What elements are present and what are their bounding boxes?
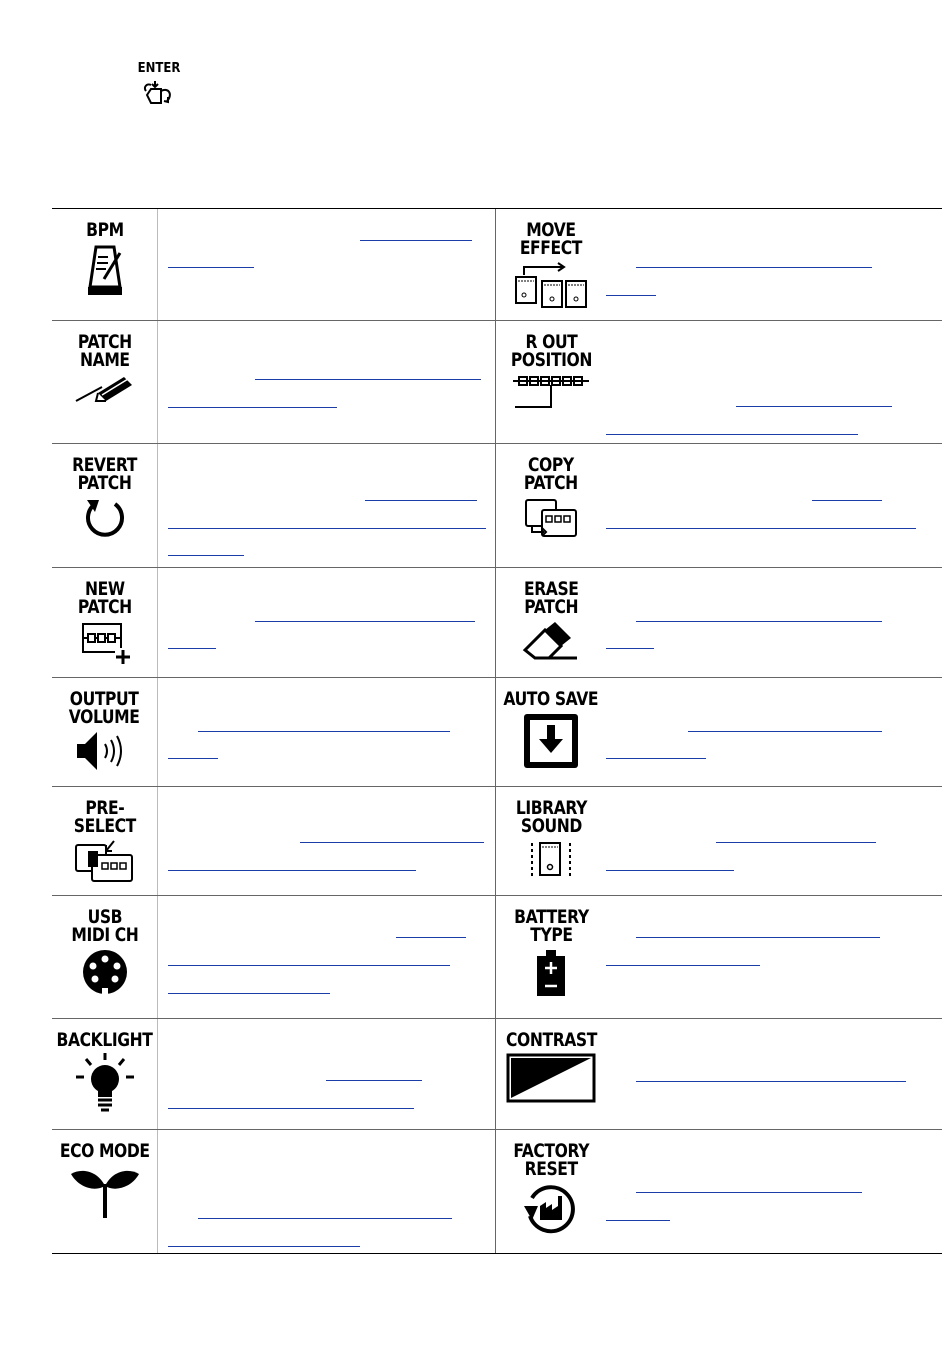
move-effect-icon (512, 261, 590, 309)
table-row (52, 321, 942, 444)
leaf-sprout-icon (69, 1164, 141, 1220)
new-patch-icon (79, 620, 131, 664)
item-label: FACTORY RESET (513, 1140, 589, 1180)
menu-item-move-effect[interactable] (496, 209, 942, 320)
item-label: R OUT POSITION (510, 331, 592, 371)
item-label: BATTERY TYPE (513, 906, 589, 946)
menu-item-library-sound[interactable] (496, 787, 942, 895)
menu-item-new-patch[interactable] (52, 568, 496, 677)
item-label: USB MIDI CH (70, 906, 139, 946)
table-row (52, 1130, 942, 1253)
menu-item-contrast[interactable] (496, 1019, 942, 1129)
menu-item-patch-name[interactable] (52, 321, 496, 443)
table-row (52, 568, 942, 678)
enter-label: ENTER (137, 61, 181, 76)
item-label: MOVE EFFECT (519, 219, 583, 259)
menu-item-factory-reset[interactable] (496, 1130, 942, 1253)
menu-item-copy-patch[interactable] (496, 444, 942, 567)
item-label: CONTRAST (505, 1029, 597, 1051)
menu-item-auto-save[interactable] (496, 678, 942, 786)
item-label: LIBRARY SOUND (515, 797, 587, 837)
item-label: OUTPUT VOLUME (69, 688, 140, 728)
battery-icon (533, 948, 569, 998)
item-label: PRE- SELECT (73, 797, 136, 837)
preselect-icon (74, 839, 136, 883)
table-row (52, 444, 942, 568)
menu-item-bpm[interactable] (52, 209, 496, 320)
menu-grid (52, 208, 942, 1254)
copy-patch-icon (522, 496, 580, 538)
menu-item-pre-select[interactable] (52, 787, 496, 895)
revert-arrow-icon (81, 496, 129, 538)
contrast-icon (506, 1053, 596, 1103)
r-out-position-icon (509, 373, 593, 409)
save-arrow-icon (522, 712, 580, 770)
table-row (52, 678, 942, 787)
library-sound-icon (528, 839, 574, 881)
item-label: ECO MODE (59, 1140, 150, 1162)
metronome-icon (82, 243, 128, 299)
item-label: NEW PATCH (77, 578, 132, 618)
menu-item-output-volume[interactable] (52, 678, 496, 786)
item-label: REVERT PATCH (72, 454, 137, 494)
table-row (52, 209, 942, 321)
factory-reset-icon (522, 1182, 580, 1234)
item-label: COPY PATCH (524, 454, 578, 494)
item-label: PATCH NAME (77, 331, 132, 371)
eraser-icon (521, 620, 581, 662)
item-label: BACKLIGHT (56, 1029, 153, 1051)
item-label: AUTO SAVE (503, 688, 599, 710)
table-row (52, 1019, 942, 1130)
menu-item-backlight[interactable] (52, 1019, 496, 1129)
speaker-icon (75, 730, 135, 772)
lightbulb-icon (74, 1053, 136, 1115)
table-row (52, 787, 942, 896)
menu-item-r-out-position[interactable] (496, 321, 942, 443)
menu-item-revert-patch[interactable] (52, 444, 496, 567)
enter-push-icon (137, 77, 181, 107)
midi-connector-icon (81, 948, 129, 996)
item-label: ERASE PATCH (523, 578, 579, 618)
pen-icon (72, 373, 138, 407)
menu-item-battery-type[interactable] (496, 896, 942, 1018)
item-label: BPM (85, 219, 124, 241)
menu-item-eco-mode[interactable] (52, 1130, 496, 1253)
enter-key (132, 62, 186, 112)
menu-item-usb-midi-ch[interactable] (52, 896, 496, 1018)
table-row (52, 896, 942, 1019)
menu-item-erase-patch[interactable] (496, 568, 942, 677)
